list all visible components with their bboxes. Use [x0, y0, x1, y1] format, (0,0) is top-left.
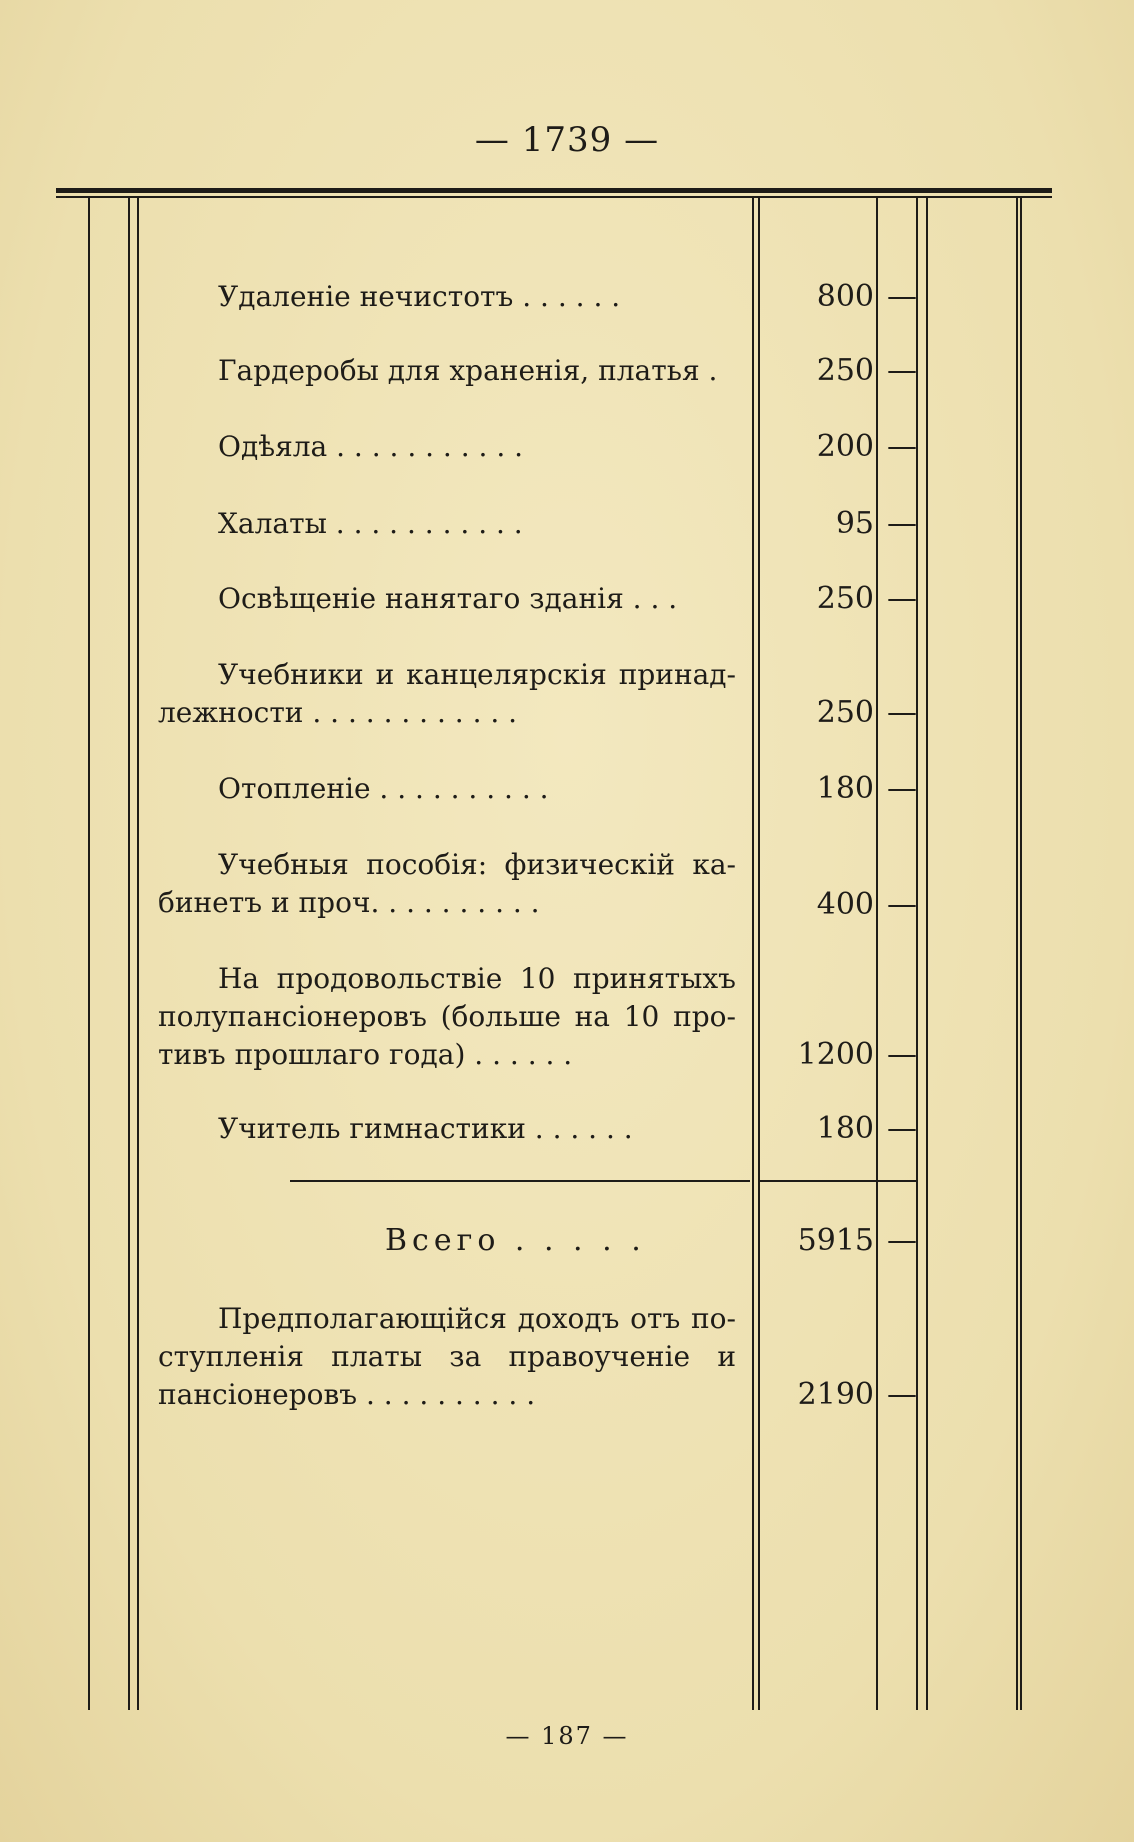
income-label-line: пансіонеровъ . . . . . . . . . . [158, 1378, 536, 1411]
income-label-line: Предполагающійся доходъ отъ по- [218, 1302, 736, 1335]
column-rule-text2 [758, 198, 760, 1710]
expense-row [158, 846, 736, 922]
expense-row [158, 770, 736, 808]
column-rule-right [1016, 198, 1018, 1710]
column-rule-kopeck2 [926, 198, 928, 1710]
row-label-line: тивъ прошлаго года) . . . . . . [158, 1038, 573, 1071]
row-kopeck-dash: — [887, 279, 917, 314]
row-amount: 180 [816, 1111, 874, 1146]
row-kopeck-dash: — [887, 353, 917, 388]
row-label-line: На продовольствіе 10 принятыхъ [218, 962, 736, 995]
column-rule-right2 [1020, 198, 1022, 1710]
expense-row [158, 656, 736, 732]
row-label-line: полупансіонеровъ (больше на 10 про- [158, 1000, 736, 1033]
row-label: Учитель гимнастики . . . . . . [218, 1112, 633, 1145]
row-amount: 400 [816, 887, 874, 922]
column-rule-text [752, 198, 754, 1710]
income-label-line: ступленія платы за правоученіе и [158, 1340, 736, 1373]
total-label: Всего . . . . . [385, 1223, 646, 1258]
income-amount: 2190 [797, 1377, 874, 1412]
row-label: Отопленіе . . . . . . . . . . [218, 772, 549, 805]
row-kopeck-dash: — [887, 771, 917, 806]
total-amount: 5915 [797, 1223, 874, 1258]
row-kopeck-dash: — [887, 1037, 917, 1072]
row-kopeck-dash: — [887, 581, 917, 616]
row-label: Гардеробы для храненія, платья . [218, 354, 718, 387]
top-rule-thin [56, 196, 1052, 198]
column-rule-kopeck [916, 198, 918, 1710]
sum-rule-text [290, 1180, 750, 1182]
expense-row [158, 352, 736, 390]
row-kopeck-dash: — [887, 887, 917, 922]
row-kopeck-dash: — [887, 506, 917, 541]
expense-row [158, 505, 736, 543]
expense-row [158, 1110, 736, 1148]
row-label-line: Учебники и канцелярскія принад- [218, 658, 736, 691]
row-label-line: лежности . . . . . . . . . . . . [158, 696, 518, 729]
row-label: Удаленіе нечистотъ . . . . . . [218, 280, 621, 313]
row-amount: 200 [816, 429, 874, 464]
row-amount: 250 [816, 353, 874, 388]
column-rule-amount [876, 198, 878, 1710]
row-amount: 250 [816, 581, 874, 616]
expense-row [158, 580, 736, 618]
column-rule-left-inner [128, 198, 130, 1710]
row-label-line: Учебныя пособія: физическій ка- [218, 848, 736, 881]
row-amount: 180 [816, 771, 874, 806]
column-rule-left-outer [88, 198, 90, 1710]
row-label: Освѣщеніе нанятаго зданія . . . [218, 582, 678, 615]
expense-row [158, 960, 736, 1074]
page-number-footer: — 187 — [505, 1722, 629, 1750]
row-label: Одѣяла . . . . . . . . . . . [218, 430, 524, 463]
row-kopeck-dash: — [887, 695, 917, 730]
row-label: Халаты . . . . . . . . . . . [218, 507, 523, 540]
page-number-header: — 1739 — [474, 120, 660, 160]
row-amount: 800 [816, 279, 874, 314]
row-amount: 1200 [797, 1037, 874, 1072]
income-kopeck-dash: — [887, 1377, 917, 1412]
row-kopeck-dash: — [887, 1111, 917, 1146]
expense-row [158, 428, 736, 466]
row-kopeck-dash: — [887, 429, 917, 464]
sum-rule-amount [758, 1180, 918, 1182]
expense-row [158, 278, 736, 316]
row-amount: 250 [816, 695, 874, 730]
total-kopeck-dash: — [887, 1223, 917, 1258]
column-rule-left-inner2 [137, 198, 139, 1710]
income-row [158, 1300, 736, 1414]
row-amount: 95 [835, 506, 874, 541]
top-double-rule [56, 188, 1052, 193]
row-label-line: бинетъ и проч. . . . . . . . . . [158, 886, 540, 919]
